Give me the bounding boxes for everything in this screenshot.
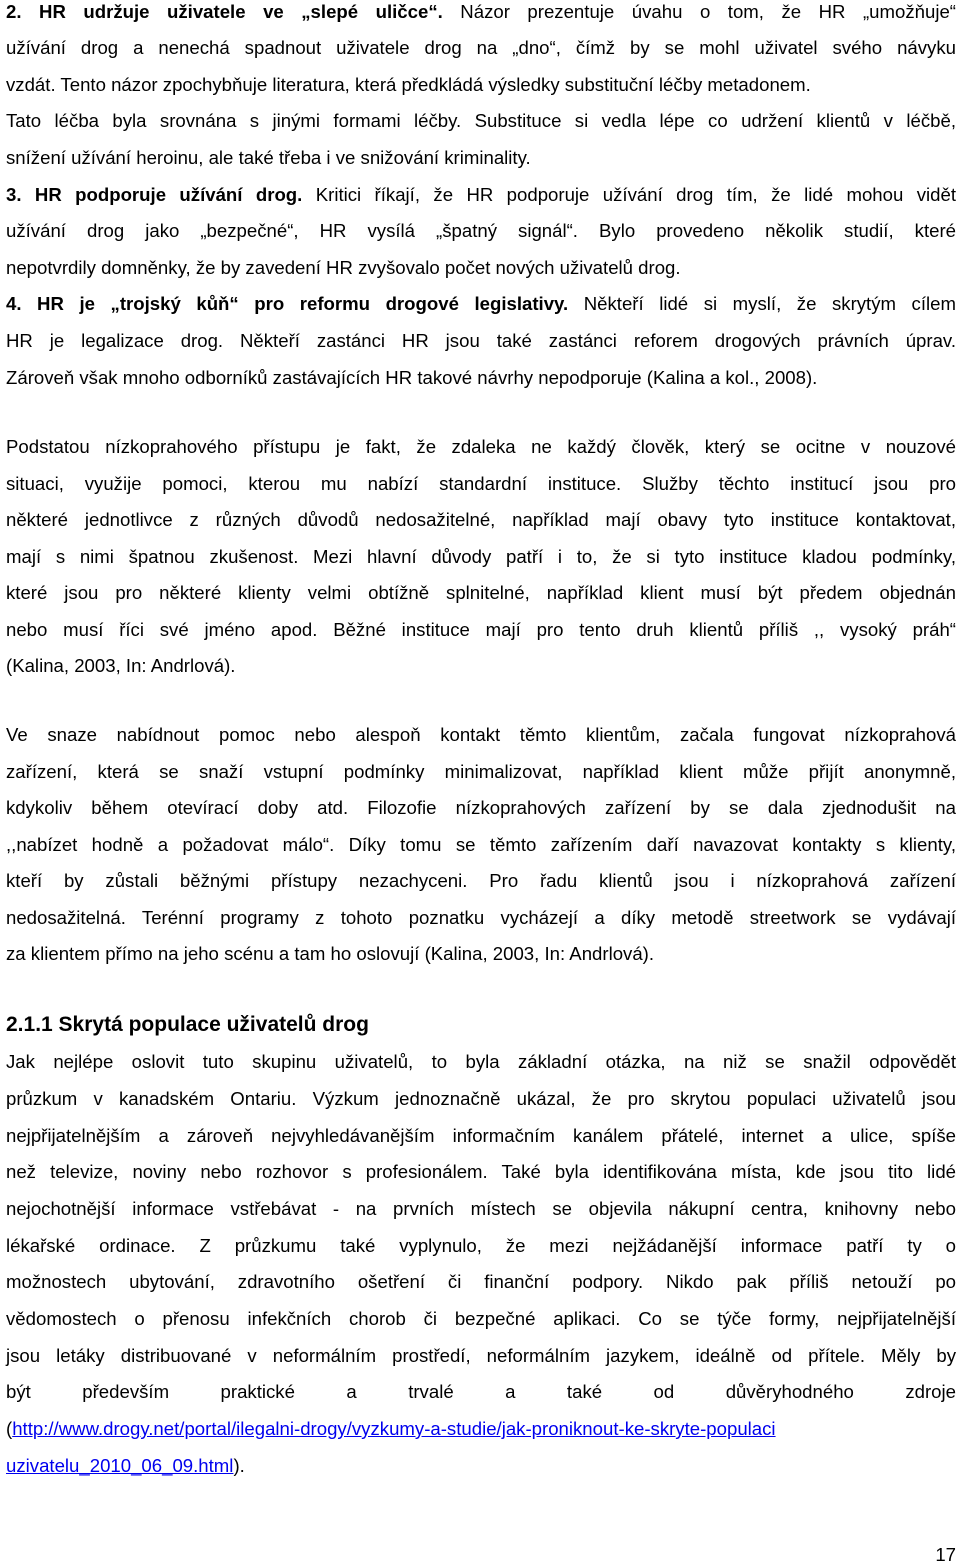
list-item-2-line-1 <box>6 0 956 24</box>
paragraph-1-line: mají s nimi špatnou zkušenost. Mezi hlavní důvody patří i to, že si tyto instituce kladou podmínky, <box>6 546 956 567</box>
paragraph-1-line: Podstatou nízkoprahového přístupu je fakt, že zdaleka ne každý člověk, který se ocitne v nouzové <box>6 436 956 457</box>
paragraph-2-line: kdykoliv během otevírací doby atd. Filozofie nízkoprahových zařízení by se dala zjednodušit na <box>6 797 956 818</box>
list-item-4-line-3: Zároveň však mnoho odborníků zastávajících HR takové návrhy nepodporuje (Kalina a kol., 2008). <box>6 367 818 388</box>
section-paragraph-line: jsou letáky distribuované v neformálním prostředí, neformálním jazykem, ideálně od přítele. Měly by <box>6 1345 956 1366</box>
paragraph-1-line: situaci, využije pomoci, kterou mu nabízí standardní instituce. Služby těchto institucí jsou pro <box>6 473 956 494</box>
list-item-4-line-2: HR je legalizace drog. Někteří zastánci HR jsou také zastánci reforem drogových právních úprav. <box>6 330 956 351</box>
list-item-3-lead: 3. HR podporuje užívání drog. <box>6 184 303 205</box>
section-paragraph-line: být především praktické a trvalé a také od důvěryhodného zdroje <box>6 1381 956 1402</box>
source-link[interactable]: http://www.drogy.net/portal/ilegalni-drogy/vyzkumy-a-studie/jak-proniknout-ke-skryte-populaci <box>12 1418 776 1439</box>
list-item-4-line-1 <box>6 292 956 316</box>
open-paren: ( <box>6 1418 13 1439</box>
paragraph-2-line: ,,nabízet hodně a požadovat málo“. Díky tomu se těmto zařízením daří navazovat kontakty s klienty, <box>6 834 956 855</box>
section-paragraph-line: než televize, noviny nebo rozhovor s profesionálem. Také byla identifikována místa, kde jsou tito lidé <box>6 1161 956 1182</box>
list-item-4-text: Někteří lidé si myslí, že skrytým cílem <box>568 293 956 314</box>
page-number: 17 <box>935 1544 956 1565</box>
paragraph-1-line: nebo musí říci své jméno apod. Běžné instituce mají pro tento druh klientů příliš ,, vysoký práh“ <box>6 619 956 640</box>
paragraph-2-line: zařízení, která se snaží vstupní podmínky minimalizovat, například klient může přijít anonymně, <box>6 761 956 782</box>
list-item-4-lead: 4. HR je „trojský kůň“ pro reformu drogové legislativy. <box>6 293 569 314</box>
source-link-line-2 <box>6 1454 956 1478</box>
paragraph-1-line: některé jednotlivce z různých důvodů nedosažitelné, například mají obavy tyto instituce kontaktovat, <box>6 509 956 530</box>
section-paragraph-line: nejpřijatelnějším a zároveň nejvyhledávanějším informačním kanálem přátelé, internet a ulice, spíše <box>6 1125 956 1146</box>
section-paragraph-line: průzkum v kanadském Ontariu. Výzkum jednoznačně ukázal, že pro skrytou populaci uživatelů jsou <box>6 1088 956 1109</box>
list-item-2-line-3: vzdát. Tento názor zpochybňuje literatura, která předkládá výsledky substituční léčby metadonem. <box>6 74 811 95</box>
list-item-2-line-4: Tato léčba byla srovnána s jinými formami léčby. Substituce si vedla lépe co udržení klientů v léčbě, <box>6 110 956 131</box>
section-paragraph-line: možnostech ubytování, zdravotního ošetření či finanční podpory. Nikdo pak příliš netouží po <box>6 1271 956 1292</box>
list-item-2-line-5: snížení užívání heroinu, ale také třeba i ve snižování kriminality. <box>6 147 531 168</box>
paragraph-2-line: Ve snaze nabídnout pomoc nebo alespoň kontakt těmto klientům, začala fungovat nízkoprahová <box>6 724 956 745</box>
paragraph-2-line: kteří by zůstali běžnými přístupy nezachyceni. Pro řadu klientů jsou i nízkoprahová zařízení <box>6 870 956 891</box>
source-link-line-1 <box>6 1417 956 1441</box>
section-paragraph-line: vědomostech o přenosu infekčních chorob či bezpečné aplikaci. Co se týče formy, nejpřijatelnější <box>6 1308 956 1329</box>
section-paragraph-line: lékařské ordinace. Z průzkumu také vyplynulo, že mezi nejžádanější informace patří ty o <box>6 1235 956 1256</box>
section-heading: 2.1.1 Skrytá populace uživatelů drog <box>6 1013 369 1036</box>
list-item-3-line-3: nepotvrdily domněnky, že by zavedení HR zvyšovalo počet nových uživatelů drog. <box>6 257 681 278</box>
close-paren: ). <box>233 1455 245 1476</box>
list-item-3-line-1 <box>6 183 956 207</box>
paragraph-1-line: (Kalina, 2003, In: Andrlová). <box>6 655 236 676</box>
paragraph-2-line: nedosažitelná. Terénní programy z tohoto poznatku vycházejí a díky metodě streetwork se vydávají <box>6 907 956 928</box>
paragraph-1-line: které jsou pro některé klienty velmi obtížně splnitelné, například klient musí být předem objednán <box>6 582 956 603</box>
paragraph-2-line: za klientem přímo na jeho scénu a tam ho oslovují (Kalina, 2003, In: Andrlová). <box>6 943 655 964</box>
list-item-3-line-2: užívání drog jako „bezpečné“, HR vysílá „špatný signál“. Bylo provedeno několik studií, které <box>6 220 956 241</box>
list-item-3-text: Kritici říkají, že HR podporuje užívání drog tím, že lidé mohou vidět <box>302 184 956 205</box>
list-item-2-lead: 2. HR udržuje uživatele ve „slepé uličce“. <box>6 1 443 22</box>
section-paragraph-line: Jak nejlépe oslovit tuto skupinu uživatelů, to byla základní otázka, na niž se snažil odpovědět <box>6 1051 956 1072</box>
list-item-2-text: Názor prezentuje úvahu o tom, že HR „umožňuje“ <box>442 1 956 22</box>
section-paragraph-line: nejochotnější informace vstřebávat - na prvních místech se objevila nákupní centra, knihovny nebo <box>6 1198 956 1219</box>
list-item-2-line-2: užívání drog a nenechá spadnout uživatele drog na „dno“, čímž by se mohl uživatel svého návyku <box>6 37 956 58</box>
source-link-continued[interactable]: uzivatelu_2010_06_09.html <box>6 1455 234 1476</box>
